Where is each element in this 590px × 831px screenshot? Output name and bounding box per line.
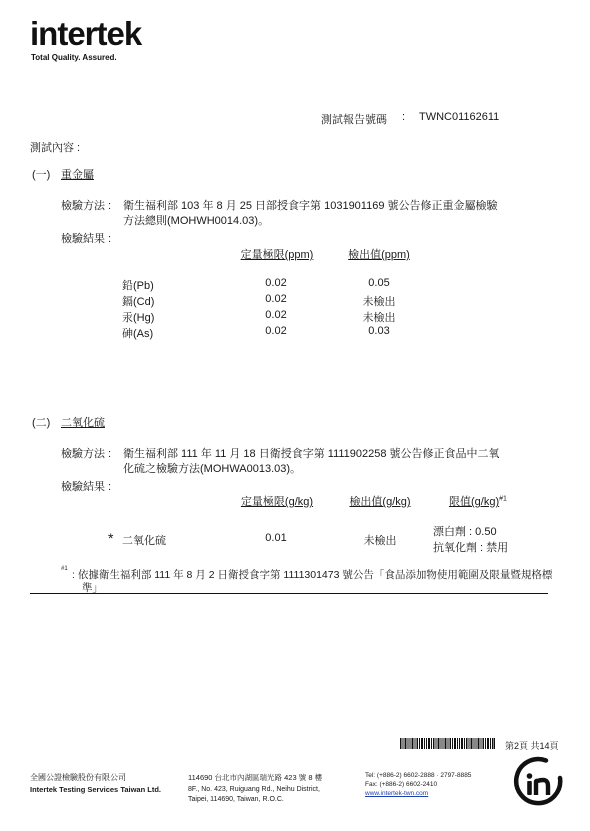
section1-col-result: 檢出值(ppm) [348, 249, 410, 261]
intertek-in-logo-icon [512, 756, 564, 808]
section2-method-label: 檢驗方法 : [61, 448, 112, 460]
analyte-result: 未檢出 [362, 312, 396, 324]
analyte-limit: 0.01 [265, 532, 287, 544]
section1-method-label: 檢驗方法 : [61, 200, 112, 212]
report-number-label: 測試報告號碼 [321, 114, 387, 126]
analyte-name: 砷(As) [122, 328, 154, 340]
analyte-name: 汞(Hg) [122, 312, 155, 324]
analyte-result: 0.03 [368, 325, 390, 337]
analyte-result: 未檢出 [363, 535, 397, 547]
footer-address-en2: Taipei, 114690, Taiwan, R.O.C. [188, 796, 284, 803]
section2-col-limit: 定量極限(g/kg) [240, 496, 314, 508]
analyte-name: 鎘(Cd) [122, 296, 155, 308]
section2-method-line1: 衛生福利部 111 年 11 月 18 日衛授食字第 1111902258 號公告修正食品中二氧 [123, 448, 500, 460]
footnote-line2: 準」 [82, 582, 103, 594]
section1-method-line2: 方法總則(MOHWH0014.03)。 [123, 215, 270, 227]
section2-col-standard-text: 限值(g/kg) [449, 496, 500, 508]
footer-website-link[interactable]: www.intertek-twn.com [365, 790, 429, 797]
footnote-mark: #1 [61, 566, 68, 572]
analyte-limit: 0.02 [265, 293, 287, 305]
section2-col-result: 檢出值(g/kg) [349, 496, 411, 508]
analyte-limit: 0.02 [265, 325, 287, 337]
footer-tel: Tel: (+886-2) 6602-2888 · 2797-8885 [365, 772, 472, 779]
section2-col-standard [449, 493, 507, 509]
analyte-limit: 0.02 [265, 309, 287, 321]
test-content-label: 測試內容 : [30, 142, 81, 154]
analyte-limit: 0.02 [265, 277, 287, 289]
section1-method-line1: 衛生福利部 103 年 8 月 25 日部授食字第 1031901169 號公告修正重金屬檢驗 [123, 200, 498, 212]
report-number-value: TWNC01162611 [419, 111, 500, 123]
logo-tagline: Total Quality. Assured. [31, 53, 117, 62]
intertek-logo: intertek [30, 15, 142, 52]
footer-address-en1: 8F., No. 423, Ruiguang Rd., Neihu District, [188, 786, 320, 793]
analyte-result: 0.05 [368, 277, 390, 289]
footer-company-zh: 全國公證檢驗股份有限公司 [30, 773, 126, 782]
section2-col-standard-footnote-ref: #1 [499, 495, 507, 503]
analyte-result: 未檢出 [362, 296, 396, 308]
standard-antioxidant: 抗氧化劑 : 禁用 [433, 542, 509, 554]
footer-fax: Fax: (+886-2) 6602-2410 [365, 781, 438, 788]
section1-marker: (一) [32, 169, 51, 181]
section-divider [30, 593, 548, 594]
section1-result-label: 檢驗結果 : [61, 233, 112, 245]
section1-col-limit: 定量極限(ppm) [240, 249, 314, 261]
section1-title: 重金屬 [61, 169, 94, 181]
analyte-name: 二氧化硫 [122, 535, 166, 547]
barcode [400, 738, 495, 749]
page-number: 第2頁 共14頁 [505, 741, 559, 751]
footer-address-zh: 114690 台北市內湖區瑞光路 423 號 8 樓 [188, 773, 323, 782]
footer-company-en: Intertek Testing Services Taiwan Ltd. [30, 785, 162, 794]
section2-title: 二氧化硫 [61, 417, 105, 429]
footnote-line1: : 依據衛生福利部 111 年 8 月 2 日衛授食字第 1111301473 號公告「食品添加物使用範圍及限量暨規格標 [72, 569, 553, 581]
analyte-name: 鉛(Pb) [122, 280, 154, 292]
section2-marker: (二) [32, 417, 51, 429]
report-number-separator: : [402, 111, 406, 123]
standard-bleaching: 漂白劑 : 0.50 [433, 526, 497, 538]
asterisk-mark: * [108, 530, 114, 546]
section2-method-line2: 化硫之檢驗方法(MOHWA0013.03)。 [123, 463, 302, 475]
section2-result-label: 檢驗結果 : [61, 481, 112, 493]
